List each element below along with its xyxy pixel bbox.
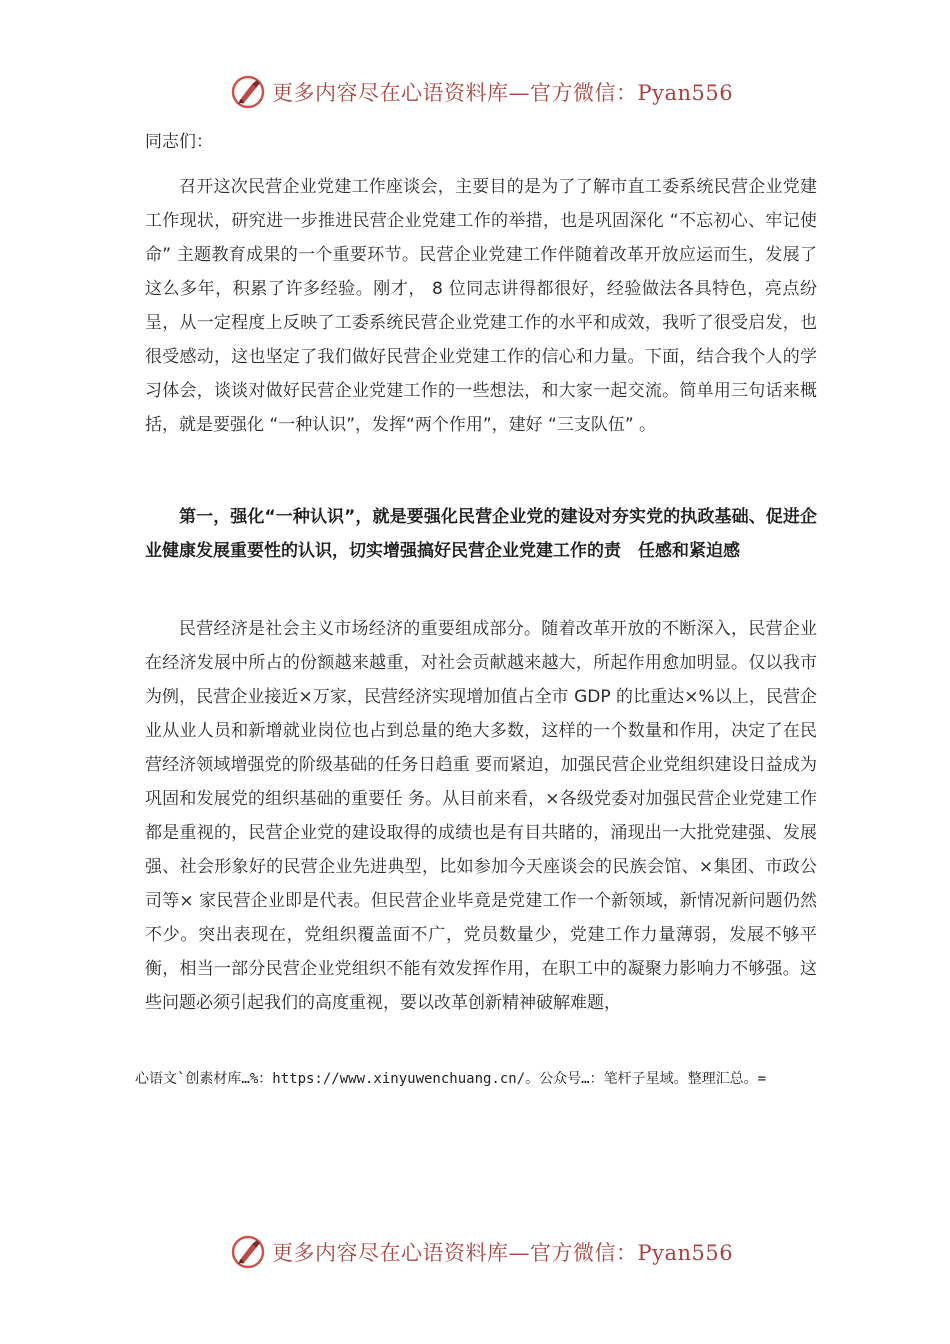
paragraph-body — [145, 612, 817, 1020]
banner-text: 更多内容尽在心语资料库—官方微信：Pyan556 — [272, 1241, 734, 1265]
paragraph-body-text: 民营经济是社会主义市场经济的重要组成部分。随着改革开放的不断深入，民营企业在经济发展中所占的份额越来越重，对社会贡献越来越大，所起作用愈加明显。仅以我市为例，民营企业接近×万家，民营经济实现增加值占全市 GDP 的比重达×%以上，民营企业从业人员和新增就业岗位也占到总量的绝大多数，这样的一个数量和作用，决定了在民营经济领域增强党的阶级基础的任务日趋重 要而紧迫，加强民营企业党组织建设日益成为巩固和发展党的组织基础的重要任 务。从目前来看，×各级党委对加强民营企业党建工作都是重视的，民营企业党的建设取得的成绩也是有目共睹的，涌现出一大批党建强、发展强、社会形象好的民营企业先进典型，比如参加今天座谈会的民族会馆、×集团、市政公司等× 家民营企业即是代表。但民营企业毕竟是党建工作一个新领域，新情况新问题仍然不少。突出表现在，党组织覆盖面不广，党员数量少，党建工作力量薄弱，发展不够平衡，相当一部分民营企业党组织不能有效发挥作用，在职工中的凝聚力影响力不够强。这些问题必须引起我们的高度重视，要以改革创新精神破解难题， — [145, 619, 817, 1013]
paragraph-intro-text: 召开这次民营企业党建工作座谈会，主要目的是为了了解市直工委系统民营企业党建工作现状，研究进一步推进民营企业党建工作的举措，也是巩固深化 “不忘初心、牢记使命” 主题教育成果的一个重要环节。民营企业党建工作伴随着改革开放应运而生，发展了这么多年，积累了许多经验。刚才， 8 位同志讲得都很好，经验做法各具特色，亮点纷呈，从一定程度上反映了工委系统民营企业党建工作的水平和成效，我听了很受启发，也很受感动，这也坚定了我们做好民营企业党建工作的信心和力量。下面，结合我个人的学习体会，谈谈对做好民营企业党建工作的一些想法，和大家一起交流。简单用三句话来概括，就是要强化 “一种认识”，发挥“两个作用”，建好 “三支队伍” 。 — [145, 177, 817, 435]
salutation: 同志们： — [145, 132, 213, 152]
paragraph-intro — [145, 170, 817, 442]
footer-banner — [230, 1232, 734, 1272]
pen-quill-logo-icon — [230, 1234, 266, 1270]
section-heading: 第一，强化“一种认识”，就是要强化民营企业党的建设对夯实党的执政基础、促进企业健康发展重要性的认识，切实增强搞好民营企业党建工作的责 任感和紧迫感 — [145, 507, 817, 561]
pen-quill-logo-icon — [230, 74, 266, 110]
source-footnote: 心语文`创素材库…%：https://www.xinyuwenchuang.cn/。公众号…：笔杆子星域。整理汇总。= — [135, 1071, 767, 1087]
banner-text: 更多内容尽在心语资料库—官方微信：Pyan556 — [272, 81, 734, 105]
header-banner — [230, 72, 734, 112]
